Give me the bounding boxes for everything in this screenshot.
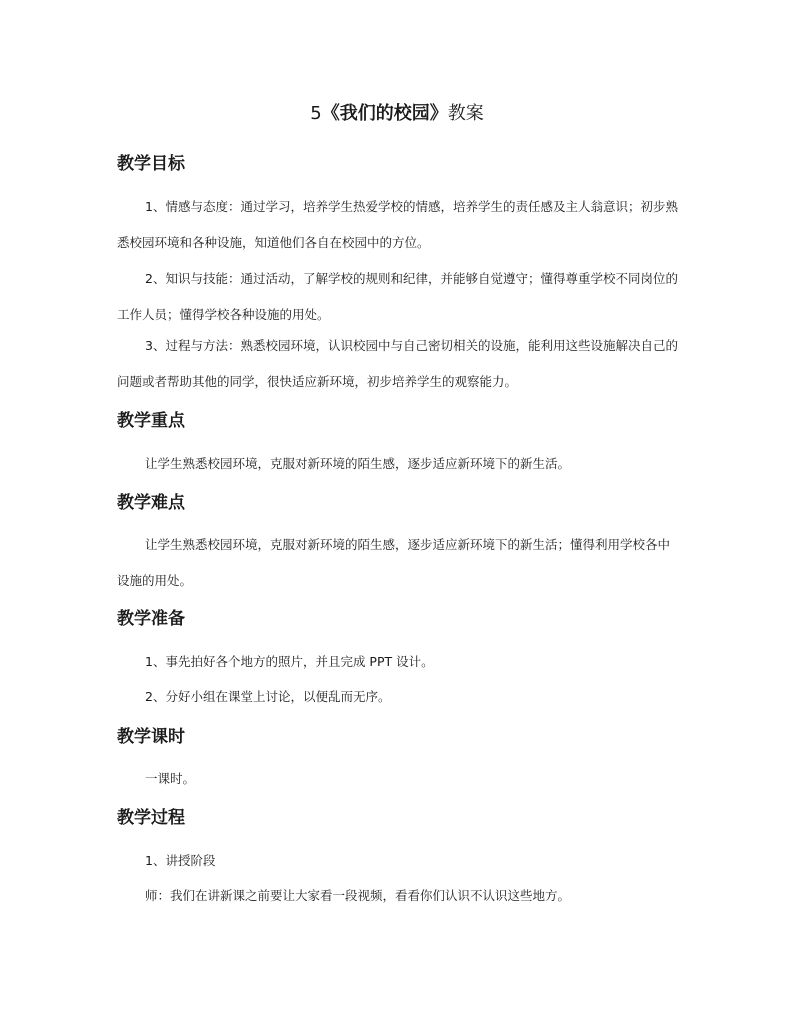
title-main: 《我们的校园》 (321, 103, 448, 124)
section-heading-key-points: 教学重点 (117, 411, 185, 431)
process-step-1: 1、讲授阶段 (145, 853, 216, 868)
objective-paragraph-3: 3、过程与方法：熟悉校园环境，认识校园中与自己密切相关的设施，能利用这些设施解决自己的问题或者帮助其他的同学，很快适应新环境，初步培养学生的观察能力。 (117, 338, 678, 389)
class-hours-text: 一课时。 (145, 771, 196, 786)
objective-paragraph-1: 1、情感与态度：通过学习，培养学生热爱学校的情感，培养学生的责任感及主人翁意识；初步熟悉校园环境和各种设施，知道他们各自在校园中的方位。 (117, 199, 678, 250)
section-heading-difficulties: 教学难点 (117, 493, 185, 513)
title-suffix: 教案 (447, 103, 484, 124)
section-heading-class-hours: 教学课时 (117, 727, 185, 747)
section-heading-process: 教学过程 (117, 808, 185, 828)
difficulties-paragraph: 让学生熟悉校园环境，克服对新环境的陌生感，逐步适应新环境下的新生活；懂得利用学校各中设施的用处。 (117, 537, 671, 588)
document-title (0, 102, 794, 126)
section-heading-preparation: 教学准备 (117, 609, 185, 629)
key-points-paragraph: 让学生熟悉校园环境，克服对新环境的陌生感，逐步适应新环境下的新生活。 (145, 456, 571, 471)
title-number: 5 (310, 103, 322, 124)
objective-paragraph-2: 2、知识与技能：通过活动，了解学校的规则和纪律，并能够自觉遵守；懂得尊重学校不同岗位的工作人员；懂得学校各种设施的用处。 (117, 271, 678, 322)
section-heading-objectives: 教学目标 (117, 154, 185, 174)
process-teacher-line: 师：我们在讲新课之前要让大家看一段视频，看看你们认识不认识这些地方。 (145, 888, 571, 903)
preparation-item-2: 2、分好小组在课堂上讨论，以便乱而无序。 (145, 689, 391, 704)
preparation-item-1: 1、事先拍好各个地方的照片，并且完成 PPT 设计。 (145, 654, 434, 669)
